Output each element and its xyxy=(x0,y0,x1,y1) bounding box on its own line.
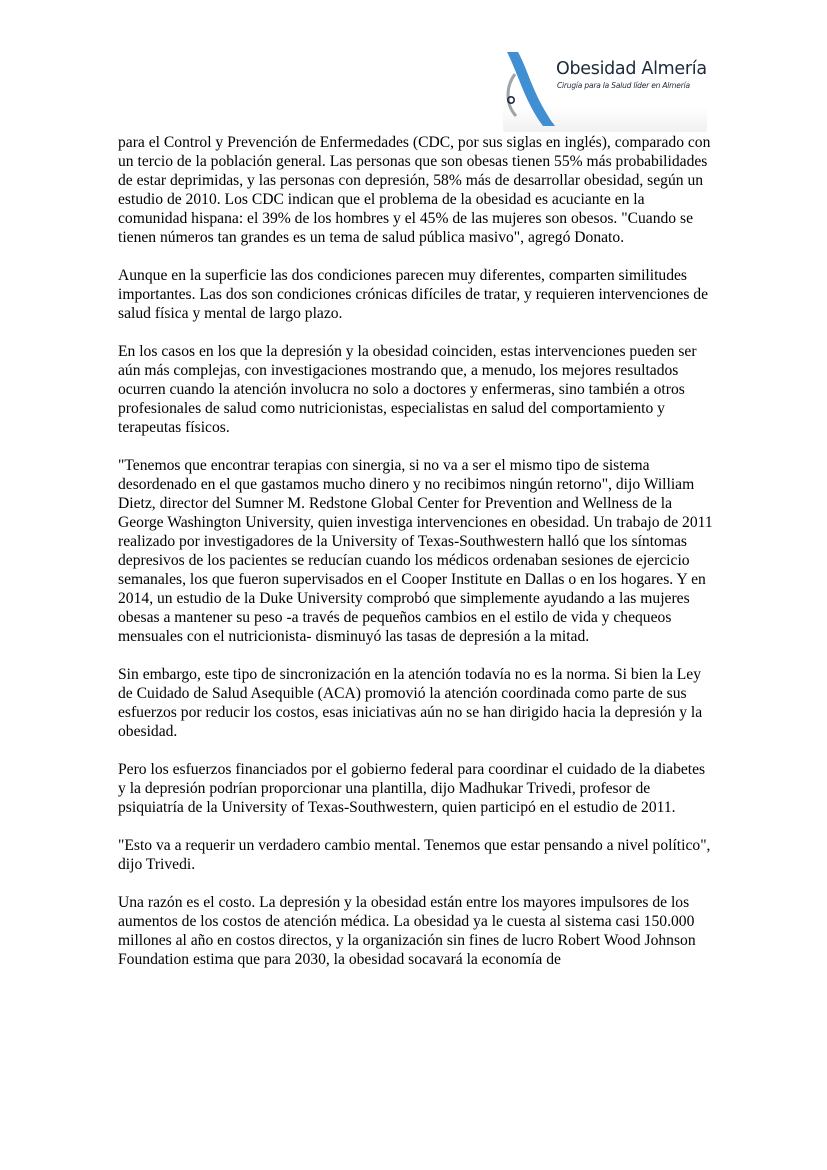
paragraph-4: "Tenemos que encontrar terapias con sinergia, si no va a ser el mismo tipo de sistema desordenado en el que gastamos mucho dinero y no recibimos ningún retorno", dijo William Dietz, director del Sumner M. Redstone Global Center for Prevention and Wellness de la George Washington University, quien investiga intervenciones en obesidad. Un trabajo de 2011 realizado por investigadores de la University of Texas-Southwestern halló que los síntomas depresivos de los pacientes se reducían cuando los médicos ordenaban sesiones de ejercicio semanales, los que fueron supervisados en el Cooper Institute en Dallas o en los hogares. Y en 2014, un estudio de la Duke University comprobó que simplemente ayudando a las mujeres obesas a mantener su peso -a través de pequeños cambios en el estilo de vida y chequeos mensuales con el nutricionista- disminuyó las tasas de depresión a la mitad. xyxy=(118,457,713,645)
obesidad-almeria-logo xyxy=(503,46,707,132)
paragraph-5: Sin embargo, este tipo de sincronización en la atención todavía no es la norma. Si bien la Ley de Cuidado de Salud Asequible (ACA) promovió la atención coordinada como parte de sus esfuerzos por reducir los costos, esas iniciativas aún no se han dirigido hacia la depresión y la obesidad. xyxy=(118,666,703,740)
logo-tagline: Cirugía para la Salud líder en Almería xyxy=(557,81,690,90)
paragraph-1: para el Control y Prevención de Enfermedades (CDC, por sus siglas en inglés), comparado con un tercio de la población general. Las personas que son obesas tienen 55% más probabilidades de estar deprimidas, y las personas con depresión, 58% más de desarrollar obesidad, según un estudio de 2010. Los CDC indican que el problema de la obesidad es acuciante en la comunidad hispana: el 39% de los hombres y el 45% de las mujeres son obesos. "Cuando se tienen números tan grandes es un tema de salud pública masivo", agregó Donato. xyxy=(118,134,711,246)
paragraph-8: Una razón es el costo. La depresión y la obesidad están entre los mayores impulsores de los aumentos de los costos de atención médica. La obesidad ya le cuesta al sistema casi 150.000 millones al año en costos directos, y la organización sin fines de lucro Robert Wood Johnson Foundation estima que para 2030, la obesidad socavará la economía de xyxy=(118,894,696,968)
logo-mark-icon xyxy=(503,46,563,132)
paragraph-7: "Esto va a requerir un verdadero cambio mental. Tenemos que estar pensando a nivel político", dijo Trivedi. xyxy=(118,837,711,873)
article-body xyxy=(118,133,714,988)
paragraph-3: En los casos en los que la depresión y la obesidad coinciden, estas intervenciones pueden ser aún más complejas, con investigaciones mostrando que, a menudo, los mejores resultados ocurren cuando la atención involucra no solo a doctores y enfermeras, sino también a otros profesionales de salud como nutricionistas, especialistas en salud del comportamiento y terapeutas físicos. xyxy=(118,343,697,436)
paragraph-2: Aunque en la superficie las dos condiciones parecen muy diferentes, comparten similitudes importantes. Las dos son condiciones crónicas difíciles de tratar, y requieren intervenciones de salud física y mental de largo plazo. xyxy=(118,267,709,322)
paragraph-6: Pero los esfuerzos financiados por el gobierno federal para coordinar el cuidado de la diabetes y la depresión podrían proporcionar una plantilla, dijo Madhukar Trivedi, profesor de psiquiatría de la University of Texas-Southwestern, quien participó en el estudio de 2011. xyxy=(118,761,706,816)
logo-name: Obesidad Almería xyxy=(556,59,707,79)
